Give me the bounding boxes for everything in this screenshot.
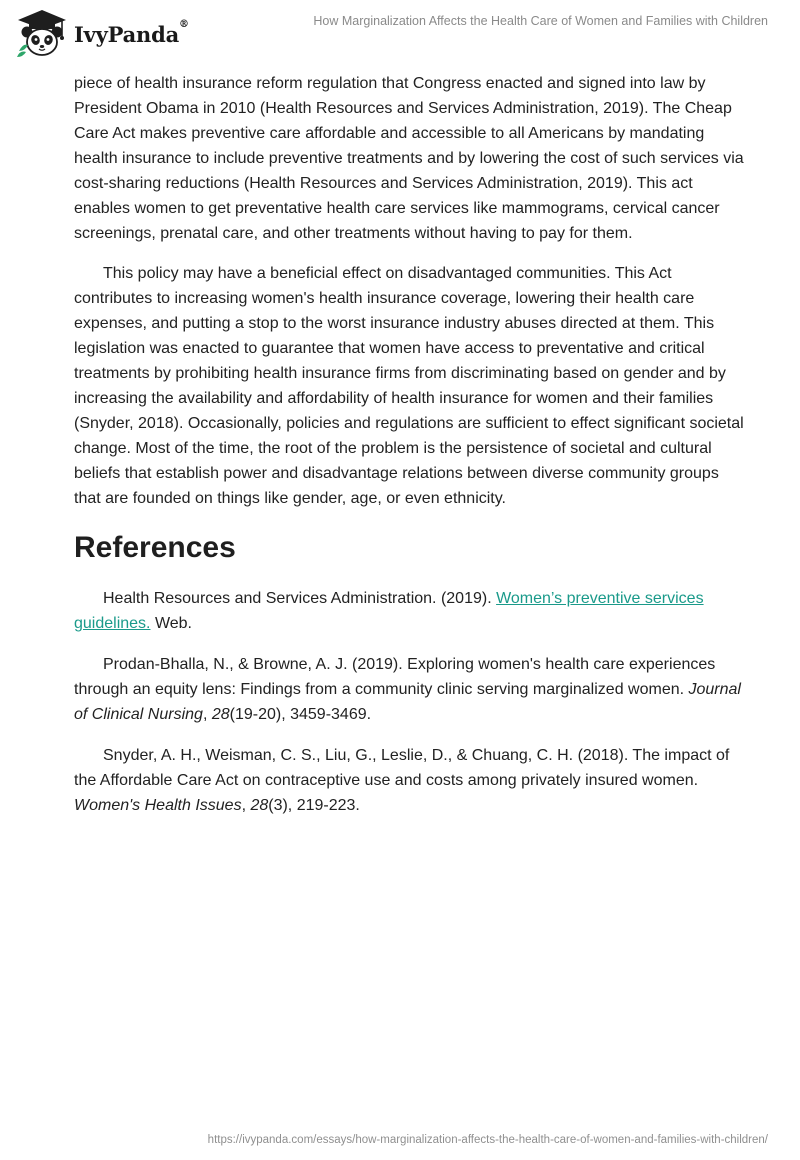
reference-2-tail: (19-20), 3459-3469. [229,706,372,723]
reference-1-link[interactable]: Women’s preventive services guidelines. [74,590,704,632]
source-url[interactable]: https://ivypanda.com/essays/how-marginalization-affects-the-health-care-of-women-and-families-with-children/ [207,1134,768,1146]
reference-2-volume: 28 [211,706,230,723]
references-heading: References [74,531,236,564]
reference-2-journal: Journal of Clinical Nursing [74,681,741,723]
body-paragraph-2: This policy may have a beneficial effect on disadvantaged communities. This Act contributes to increasing women's health insurance coverage, lowering their health care expenses, and putting a stop to the worst insurance industry abuses directed at them. This legislation was enacted to guarantee that women have access to preventative and critical treatments by prohibiting health insurance firms from discriminating based on gender and by increasing the availability and affordability of health insurance for women and their families (Snyder, 2018). Occasionally, policies and regulations are sufficient to effect significant societal change. Most of the time, the root of the problem is the persistence of societal and cultural beliefs that establish power and disadvantage relations between diverse community groups that are founded on things like gender, age, or even ethnicity. [74,265,744,507]
reference-3-volume: 28 [250,797,269,814]
registered-mark: ® [179,18,189,30]
logo-wordmark: IvyPanda® [74,18,189,47]
ivypanda-logo[interactable] [14,7,204,59]
panda-graduate-icon [14,7,70,59]
reference-1-text: Health Resources and Services Administration. (2019). [103,590,497,607]
document-title: How Marginalization Affects the Health Care of Women and Families with Children [313,14,768,28]
body-paragraph-1: piece of health insurance reform regulation that Congress enacted and signed into law by President Obama in 2010 (Health Resources and Services Administration, 2019). The Cheap Care Act makes preventive care affordable and accessible to all Americans by mandating health insurance to include preventive treatments and by lowering the cost of such services via cost-sharing reductions (Health Resources and Services Administration, 2019). This act enables women to get preventative health care services like mammograms, cervical cancer screenings, prenatal care, and other treatments without having to pay for them. [74,75,744,242]
reference-2-text: Prodan-Bhalla, N., & Browne, A. J. (2019). Exploring women's health care experiences through an equity lens: Findings from a community clinic serving marginalized women. [74,656,716,698]
reference-2-separator: , [202,706,212,723]
reference-entry-1 [74,586,744,636]
essay-content [74,71,744,834]
reference-3-separator: , [241,797,251,814]
reference-entry-3 [74,743,744,818]
reference-3-tail: (3), 219-223. [268,797,360,814]
reference-entry-2 [74,652,744,727]
reference-3-text: Snyder, A. H., Weisman, C. S., Liu, G., Leslie, D., & Chuang, C. H. (2018). The impact of the Affordable Care Act on contraceptive use and costs among privately insured women. [74,747,730,789]
reference-1-tail: Web. [150,615,192,632]
reference-3-journal: Women's Health Issues [74,797,242,814]
